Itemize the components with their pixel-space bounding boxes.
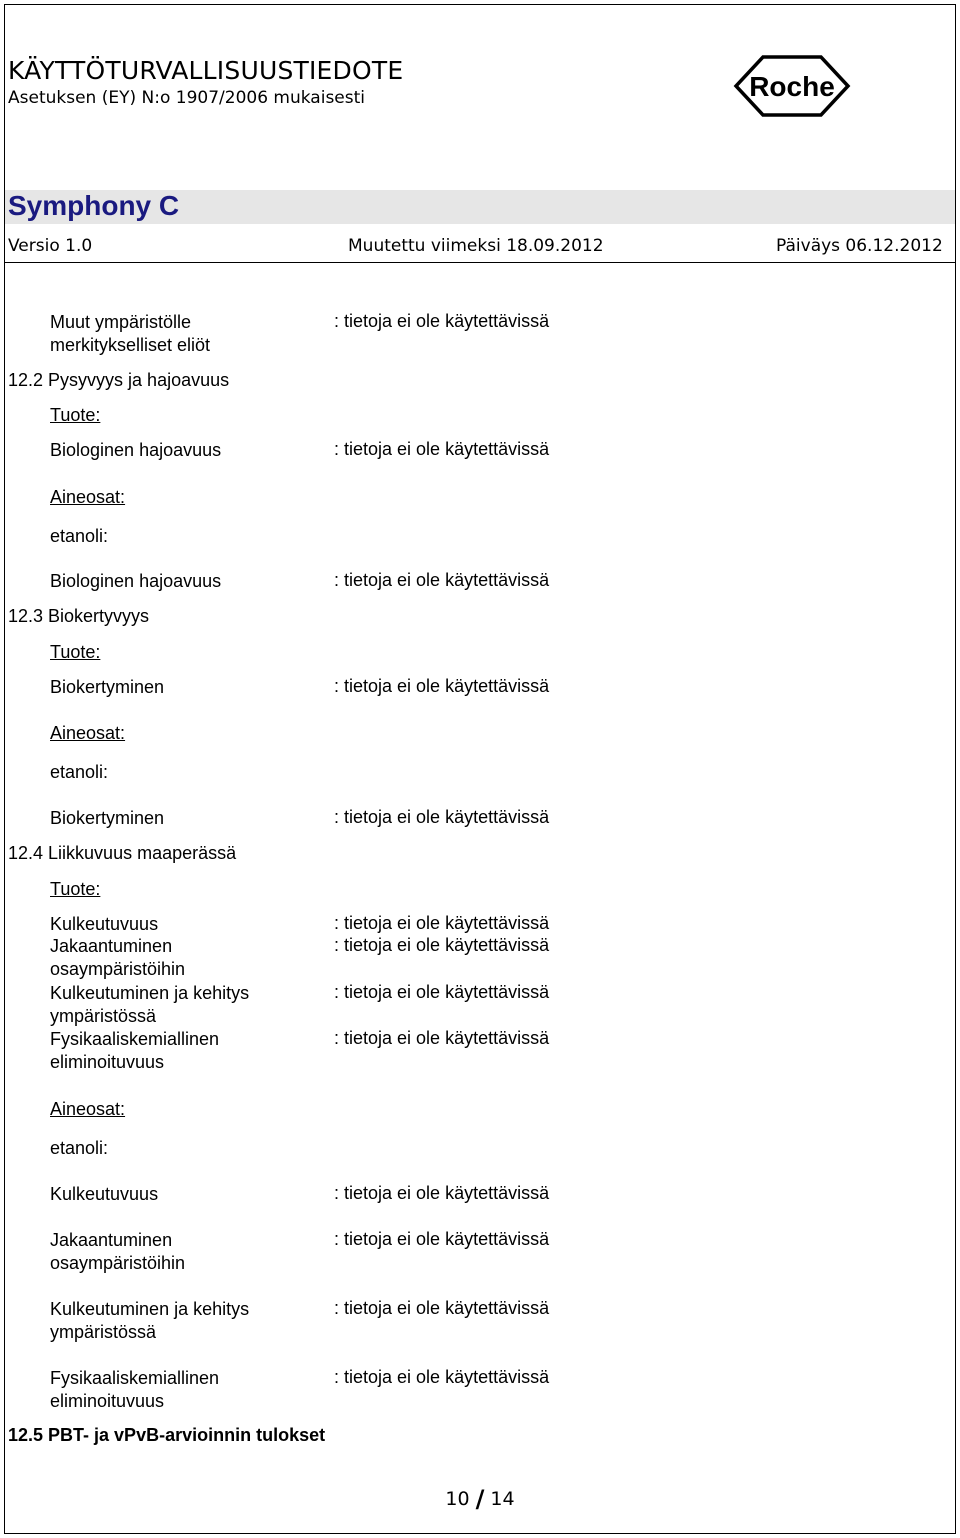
modified-date: Muutettu viimeksi 18.09.2012 xyxy=(348,236,604,256)
product-heading: Tuote: xyxy=(50,642,101,662)
product-heading: Tuote: xyxy=(50,879,101,899)
label-elimination-ethanol: Fysikaaliskemiallinen eliminoituvuus xyxy=(50,1368,220,1411)
regulation-subtitle: Asetuksen (EY) N:o 1907/2006 mukaisesti xyxy=(8,88,366,108)
value-biodegradability: : tietoja ei ole käytettävissä xyxy=(334,439,550,459)
label-biodegradability-ethanol: Biologinen hajoavuus xyxy=(50,571,222,591)
ethanol-heading: etanoli: xyxy=(50,1138,109,1158)
section-12-3: 12.3 Biokertyvyys xyxy=(8,606,150,626)
page-number: 10 / 14 xyxy=(445,1485,515,1513)
section-12-5: 12.5 PBT- ja vPvB-arvioinnin tulokset xyxy=(8,1425,326,1445)
label-elimination: Fysikaaliskemiallinen eliminoituvuus xyxy=(50,1029,220,1072)
value-transport-ethanol: : tietoja ei ole käytettävissä xyxy=(334,1298,550,1318)
label-bioaccumulation-ethanol: Biokertyminen xyxy=(50,808,165,828)
label-biodegradability: Biologinen hajoavuus xyxy=(50,440,222,460)
product-name: Symphony C xyxy=(8,190,180,221)
issue-date: Päiväys 06.12.2012 xyxy=(776,236,943,256)
value-bioaccumulation: : tietoja ei ole käytettävissä xyxy=(334,676,550,696)
components-heading: Aineosat: xyxy=(50,1099,126,1119)
value-transport: : tietoja ei ole käytettävissä xyxy=(334,982,550,1002)
value-mobility-ethanol: : tietoja ei ole käytettävissä xyxy=(334,1183,550,1203)
components-heading: Aineosat: xyxy=(50,723,126,743)
section-12-2: 12.2 Pysyvyys ja hajoavuus xyxy=(8,370,230,390)
value-elimination-ethanol: : tietoja ei ole käytettävissä xyxy=(334,1367,550,1387)
label-bioaccumulation: Biokertyminen xyxy=(50,677,165,697)
label-distribution-ethanol: Jakaantuminen osaympäristöihin xyxy=(50,1230,186,1273)
document-title: KÄYTTÖTURVALLISUUSTIEDOTE xyxy=(8,56,404,85)
logo-text: Roche xyxy=(749,71,835,102)
value-distribution-ethanol: : tietoja ei ole käytettävissä xyxy=(334,1229,550,1249)
label-mobility-ethanol: Kulkeutuvuus xyxy=(50,1184,159,1204)
value-bioaccumulation-ethanol: : tietoja ei ole käytettävissä xyxy=(334,807,550,827)
version: Versio 1.0 xyxy=(8,236,93,256)
ethanol-heading: etanoli: xyxy=(50,762,109,782)
label-distribution: Jakaantuminen osaympäristöihin xyxy=(50,936,186,979)
value-mobility: : tietoja ei ole käytettävissä xyxy=(334,913,550,933)
value-other-organisms: : tietoja ei ole käytettävissä xyxy=(334,311,550,331)
value-distribution: : tietoja ei ole käytettävissä xyxy=(334,935,550,955)
header-divider xyxy=(5,262,955,263)
value-biodegradability-ethanol: : tietoja ei ole käytettävissä xyxy=(334,570,550,590)
product-heading: Tuote: xyxy=(50,405,101,425)
ethanol-heading: etanoli: xyxy=(50,526,109,546)
label-other-organisms: Muut ympäristölle merkitykselliset eliöt xyxy=(50,312,211,355)
roche-logo xyxy=(733,54,851,118)
components-heading: Aineosat: xyxy=(50,487,126,507)
section-12-4: 12.4 Liikkuvuus maaperässä xyxy=(8,843,237,863)
label-mobility: Kulkeutuvuus xyxy=(50,914,159,934)
label-transport: Kulkeutuminen ja kehitys ympäristössä xyxy=(50,983,250,1026)
value-elimination: : tietoja ei ole käytettävissä xyxy=(334,1028,550,1048)
label-transport-ethanol: Kulkeutuminen ja kehitys ympäristössä xyxy=(50,1299,250,1342)
